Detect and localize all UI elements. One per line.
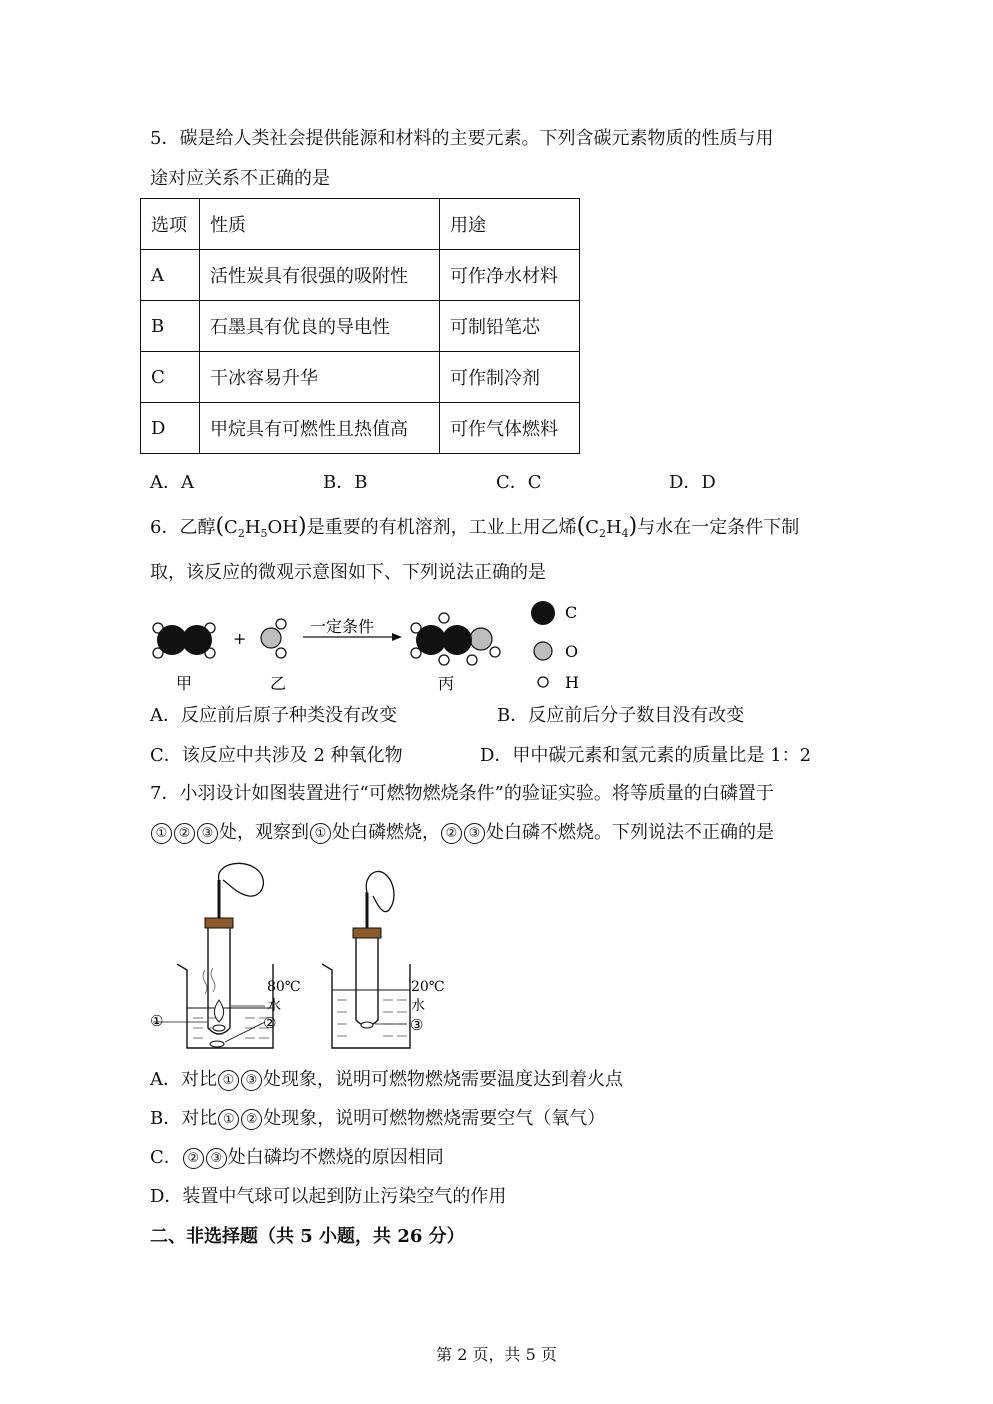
q6-stem-part2: 是重要的有机溶剂，工业上用乙烯 — [306, 517, 577, 538]
q7-apparatus-figure — [145, 860, 465, 1060]
table-cell: 可作气体燃料 — [440, 403, 580, 454]
table-cell: 可作制冷剂 — [440, 352, 580, 403]
table-row — [141, 301, 580, 352]
table-cell: 可作净水材料 — [440, 250, 580, 301]
circled-2: ② — [183, 1148, 204, 1169]
q6-option-a: A．反应前后原子种类没有改变 — [150, 705, 397, 726]
diagram-legend — [531, 601, 579, 692]
circled-1: ① — [310, 823, 331, 844]
q5-stem-line1: 5．碳是给人类社会提供能源和材料的主要元素。下列含碳元素物质的性质与用 — [150, 128, 774, 149]
table-cell: 甲烷具有可燃性且热值高 — [200, 403, 440, 454]
mark-3: ③ — [410, 1016, 424, 1034]
circled-1: ① — [218, 1070, 239, 1091]
paren: ( — [576, 514, 586, 539]
table-cell: 干冰容易升华 — [200, 352, 440, 403]
circled-3: ③ — [206, 1148, 227, 1169]
q5-stem-line2: 途对应关系不正确的是 — [150, 168, 330, 189]
molecule-yi — [261, 619, 286, 658]
temp-label-80: 80℃ — [267, 979, 301, 995]
circled-2: ② — [174, 823, 195, 844]
q5-option-c: C．C — [496, 472, 542, 493]
circled-2: ② — [441, 823, 462, 844]
paren: ) — [628, 514, 638, 539]
table-cell: A — [141, 250, 200, 301]
table-cell: C — [141, 352, 200, 403]
q7-option-a: A．对比 ① ③ 处现象，说明可燃物燃烧需要温度达到着火点 — [150, 1069, 623, 1090]
circled-1: ① — [218, 1109, 239, 1130]
table-cell: D — [141, 403, 200, 454]
table-header-cell: 性质 — [200, 199, 440, 250]
label-jia: 甲 — [176, 674, 193, 693]
table-cell: 可制铅笔芯 — [440, 301, 580, 352]
table-cell: B — [141, 301, 200, 352]
circled-2: ② — [241, 1109, 262, 1130]
arrow-label: 一定条件 — [310, 617, 375, 636]
q7-option-b: B．对比 ① ② 处现象，说明可燃物燃烧需要空气（氧气） — [150, 1108, 606, 1129]
table-header-cell: 选项 — [141, 199, 200, 250]
q7-stem-line1: 7．小羽设计如图装置进行“可燃物燃烧条件”的验证实验。将等质量的白磷置于 — [150, 783, 774, 804]
legend-o: O — [565, 642, 579, 661]
q7-option-d: D．装置中气球可以起到防止污染空气的作用 — [150, 1186, 507, 1207]
q6-stem-part3: 与水在一定条件下制 — [637, 517, 800, 538]
circled-3: ③ — [197, 823, 218, 844]
q5-option-d: D．D — [669, 472, 716, 493]
q6-option-d: D．甲中碳元素和氢元素的质量比是 1：2 — [480, 745, 812, 766]
water-label-2: 水 — [411, 998, 425, 1014]
q5-table — [140, 198, 580, 454]
table-cell: 石墨具有优良的导电性 — [200, 301, 440, 352]
q6-option-b: B．反应前后分子数目没有改变 — [497, 705, 745, 726]
q7-stem-part3: 处白磷不燃烧。下列说法不正确的是 — [486, 822, 774, 843]
water-label-1: 水 — [267, 998, 281, 1014]
label-yi: 乙 — [270, 674, 287, 693]
page-footer: 第 2 页，共 5 页 — [436, 1345, 557, 1364]
table-row — [141, 352, 580, 403]
paren: ) — [298, 514, 307, 539]
q6-stem-line2: 取，该反应的微观示意图如下、下列说法正确的是 — [150, 562, 546, 583]
q6-stem-part1: 6．乙醇 — [150, 517, 216, 538]
molecule-bing — [411, 613, 500, 665]
circled-1: ① — [151, 823, 172, 844]
q6-stem-line1 — [150, 515, 799, 546]
legend-h: H — [565, 673, 579, 692]
q5-option-a: A．A — [150, 472, 194, 493]
molecule-jia — [153, 623, 215, 658]
q6-option-c: C．该反应中共涉及 2 种氧化物 — [150, 745, 403, 766]
table-cell: 活性炭具有很强的吸附性 — [200, 250, 440, 301]
plus-sign: + — [233, 629, 247, 648]
q7-stem-line2 — [150, 821, 774, 845]
legend-c: C — [565, 603, 578, 622]
beaker-2 — [322, 871, 410, 1048]
q7-stem-part2: 处白磷燃烧， — [332, 822, 440, 843]
table-header-row — [141, 199, 580, 250]
mark-1: ① — [150, 1012, 164, 1030]
circled-3: ③ — [241, 1070, 262, 1091]
paren: ( — [215, 514, 225, 539]
q5-option-b: B．B — [323, 472, 368, 493]
table-header-cell: 用途 — [440, 199, 580, 250]
table-row — [141, 250, 580, 301]
formula-ethanol: $C_2H_5OH$ — [224, 517, 298, 540]
q7-stem-part1: 处，观察到 — [219, 822, 309, 843]
section-heading: 二、非选择题（共 5 小题，共 26 分） — [150, 1226, 465, 1247]
beaker-1 — [153, 863, 273, 1048]
label-bing: 丙 — [438, 674, 455, 693]
mark-2: ② — [263, 1014, 277, 1032]
q7-option-c: C． ② ③ 处白磷均不燃烧的原因相同 — [150, 1147, 444, 1168]
q6-reaction-diagram — [140, 592, 620, 702]
table-row — [141, 403, 580, 454]
circled-3: ③ — [464, 823, 485, 844]
formula-ethylene: $C_2H_4$ — [585, 517, 629, 540]
temp-label-20: 20℃ — [411, 979, 445, 995]
